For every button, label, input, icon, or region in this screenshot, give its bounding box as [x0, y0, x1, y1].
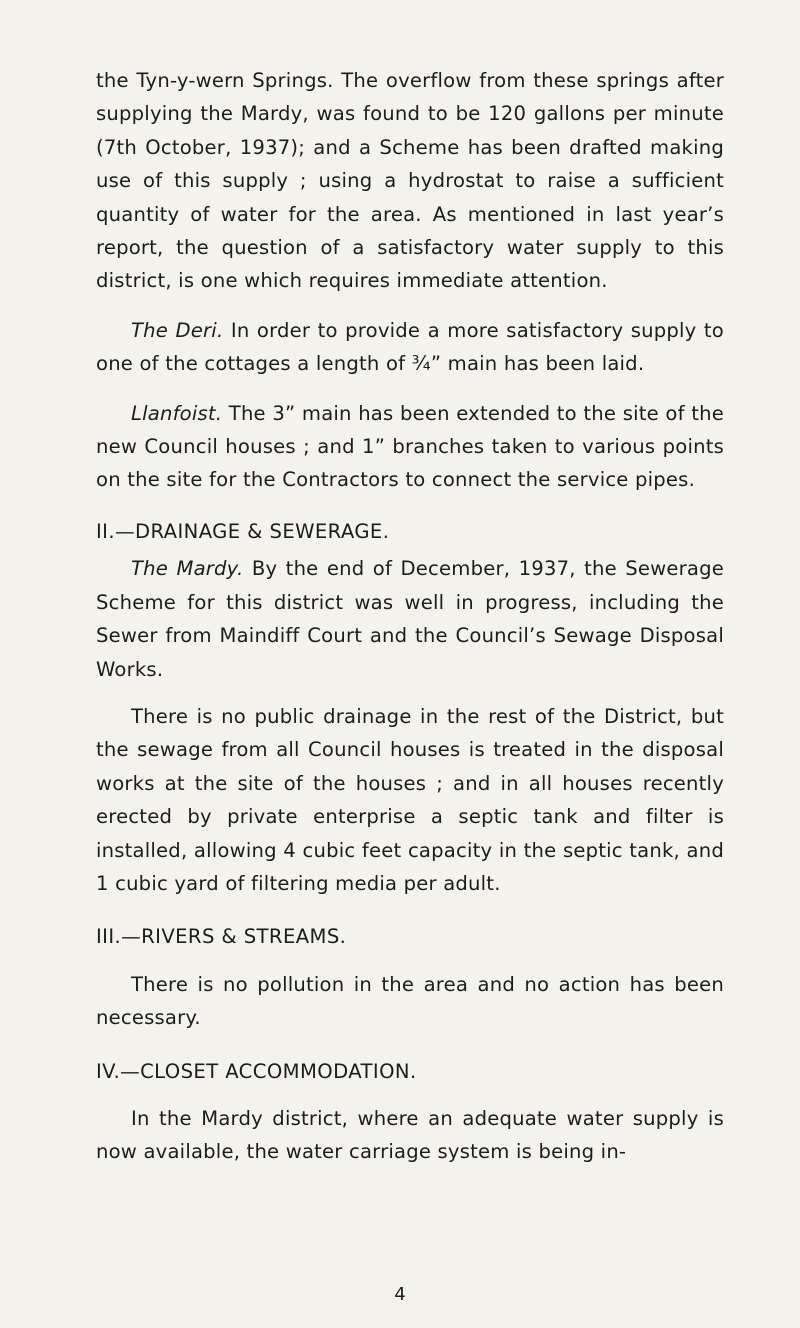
page-number: 4 — [394, 1284, 406, 1305]
llanfoist-place-name: Llanfoist. — [131, 401, 223, 425]
llanfoist-text: The 3” main has been extended to the site of the new Council houses ; and 1” branches taken to various points on the site for the Contractors to connect the service pipes. — [96, 401, 724, 492]
drainage-paragraph-2: There is no public drainage in the rest of the District, but the sewage from all Council houses is treated in the disposal works at the site of the houses ; and in all houses recently erected by private enterprise a septic tank and filter is installed, allowing 4 cubic feet capacity in the septic tank, and 1 cubic yard of filtering media per adult. — [96, 704, 724, 895]
closet-paragraph: In the Mardy district, where an adequate water supply is now available, the water carriage system is being in- — [96, 1106, 724, 1164]
mardy-sewerage-paragraph — [96, 552, 724, 686]
mardy-place-name: The Mardy. — [131, 557, 244, 581]
deri-text: In order to provide a more satisfactory supply to one of the cottages a length of ¾” main has been laid. — [96, 318, 724, 376]
closet-heading: IV.—CLOSET ACCOMMODATION. — [96, 1059, 417, 1083]
mardy-sewerage-text: By the end of December, 1937, the Sewerage Scheme for this district was well in progress, including the Sewer from Maindiff Court and the Council’s Sewage Disposal Works. — [96, 557, 725, 681]
document-page — [96, 64, 724, 1169]
rivers-paragraph: There is no pollution in the area and no action has been necessary. — [96, 972, 724, 1030]
intro-paragraph: the Tyn-y-wern Springs. The overflow from these springs after supplying the Mardy, was found to be 120 gallons per minute (7th October, 1937); and a Scheme has been drafted making use of this supply ; using a hydrostat to raise a sufficient quantity of water for the area. As mentioned in last year’s report, the question of a satisfactory water supply to this district, is one which requires immediate attention. — [96, 69, 724, 293]
drainage-heading: II.—DRAINAGE & SEWERAGE. — [96, 519, 390, 543]
deri-paragraph — [96, 314, 724, 381]
deri-place-name: The Deri. — [131, 318, 224, 342]
rivers-heading: III.—RIVERS & STREAMS. — [96, 925, 347, 949]
llanfoist-paragraph — [96, 397, 724, 497]
